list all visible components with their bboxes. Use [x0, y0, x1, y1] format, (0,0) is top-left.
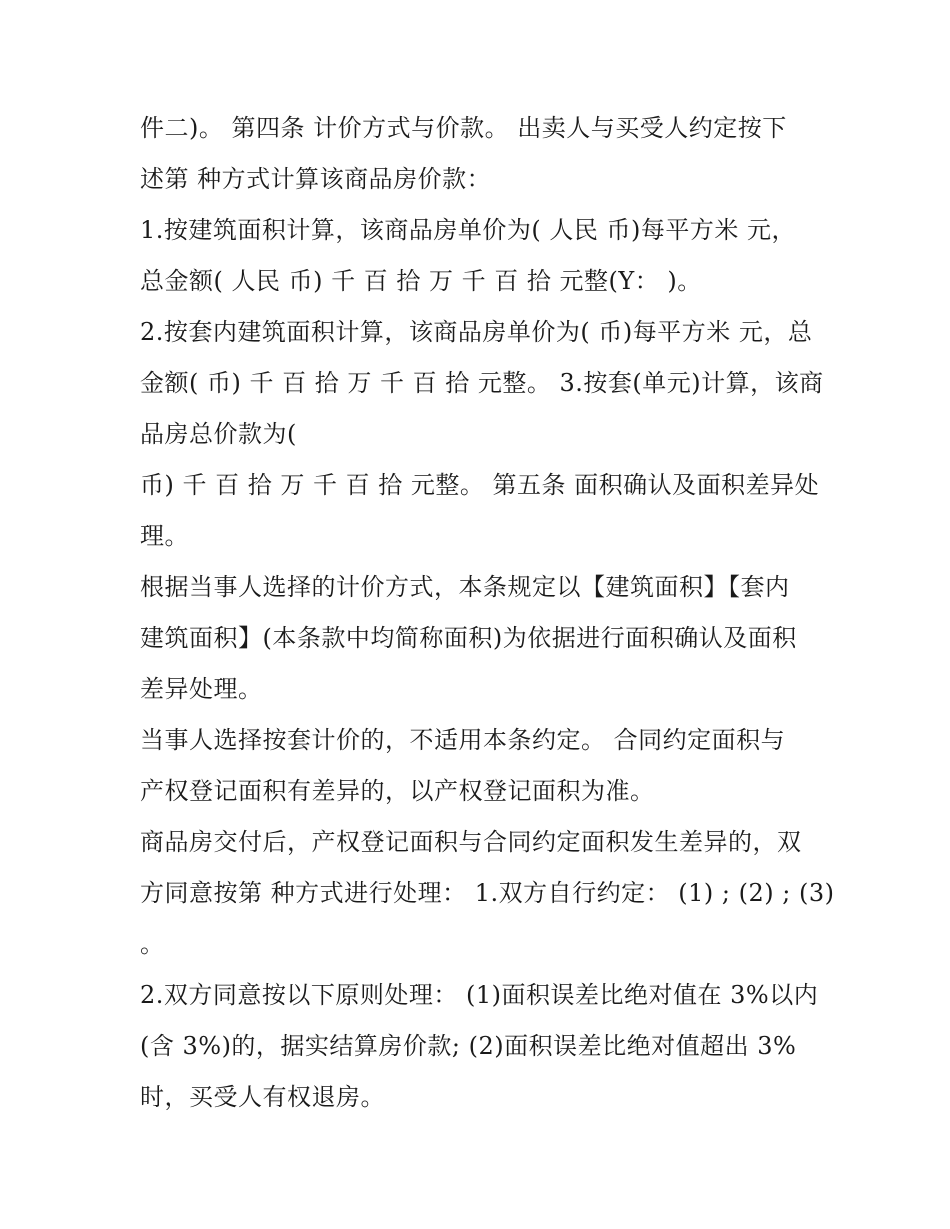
- text-line: 理。: [140, 522, 189, 550]
- text-line: 金额( 币) 千 百 拾 万 千 百 拾 元整。 3.按套(单元)计算，该商: [140, 369, 824, 397]
- text-line: 2.按套内建筑面积计算，该商品房单价为( 币)每平方米 元，总: [140, 318, 813, 346]
- text-line: (含 3%)的，据实结算房价款; (2)面积误差比绝对值超出 3%: [140, 1032, 797, 1060]
- text-line: 1.按建筑面积计算，该商品房单价为( 人民 币)每平方米 元，: [140, 216, 797, 244]
- text-line: 。: [140, 930, 165, 958]
- text-line: 币) 千 百 拾 万 千 百 拾 元整。 第五条 面积确认及面积差异处: [140, 471, 820, 499]
- text-line: 当事人选择按套计价的，不适用本条约定。 合同约定面积与: [140, 726, 786, 754]
- text-line: 根据当事人选择的计价方式，本条规定以【建筑面积】【套内: [140, 573, 790, 601]
- text-line: 件二)。 第四条 计价方式与价款。 出卖人与买受人约定按下: [140, 114, 787, 142]
- text-line: 述第 种方式计算该商品房价款：: [140, 165, 492, 193]
- text-line: 产权登记面积有差异的，以产权登记面积为准。: [140, 777, 655, 805]
- text-line: 建筑面积】(本条款中均简称面积)为依据进行面积确认及面积: [140, 624, 797, 652]
- text-line: 2.双方同意按以下原则处理： (1)面积误差比绝对值在 3%以内: [140, 981, 819, 1009]
- text-line: 时，买受人有权退房。: [140, 1083, 385, 1111]
- text-line: 差异处理。: [140, 675, 263, 703]
- text-line: 商品房交付后，产权登记面积与合同约定面积发生差异的，双: [140, 828, 802, 856]
- text-line: 总金额( 人民 币) 千 百 拾 万 千 百 拾 元整(Y： )。: [140, 267, 702, 295]
- text-line: 品房总价款为(: [140, 420, 297, 448]
- text-line: 方同意按第 种方式进行处理： 1.双方自行约定： (1) ; (2) ; (3): [140, 879, 835, 907]
- document-body: [140, 103, 835, 1123]
